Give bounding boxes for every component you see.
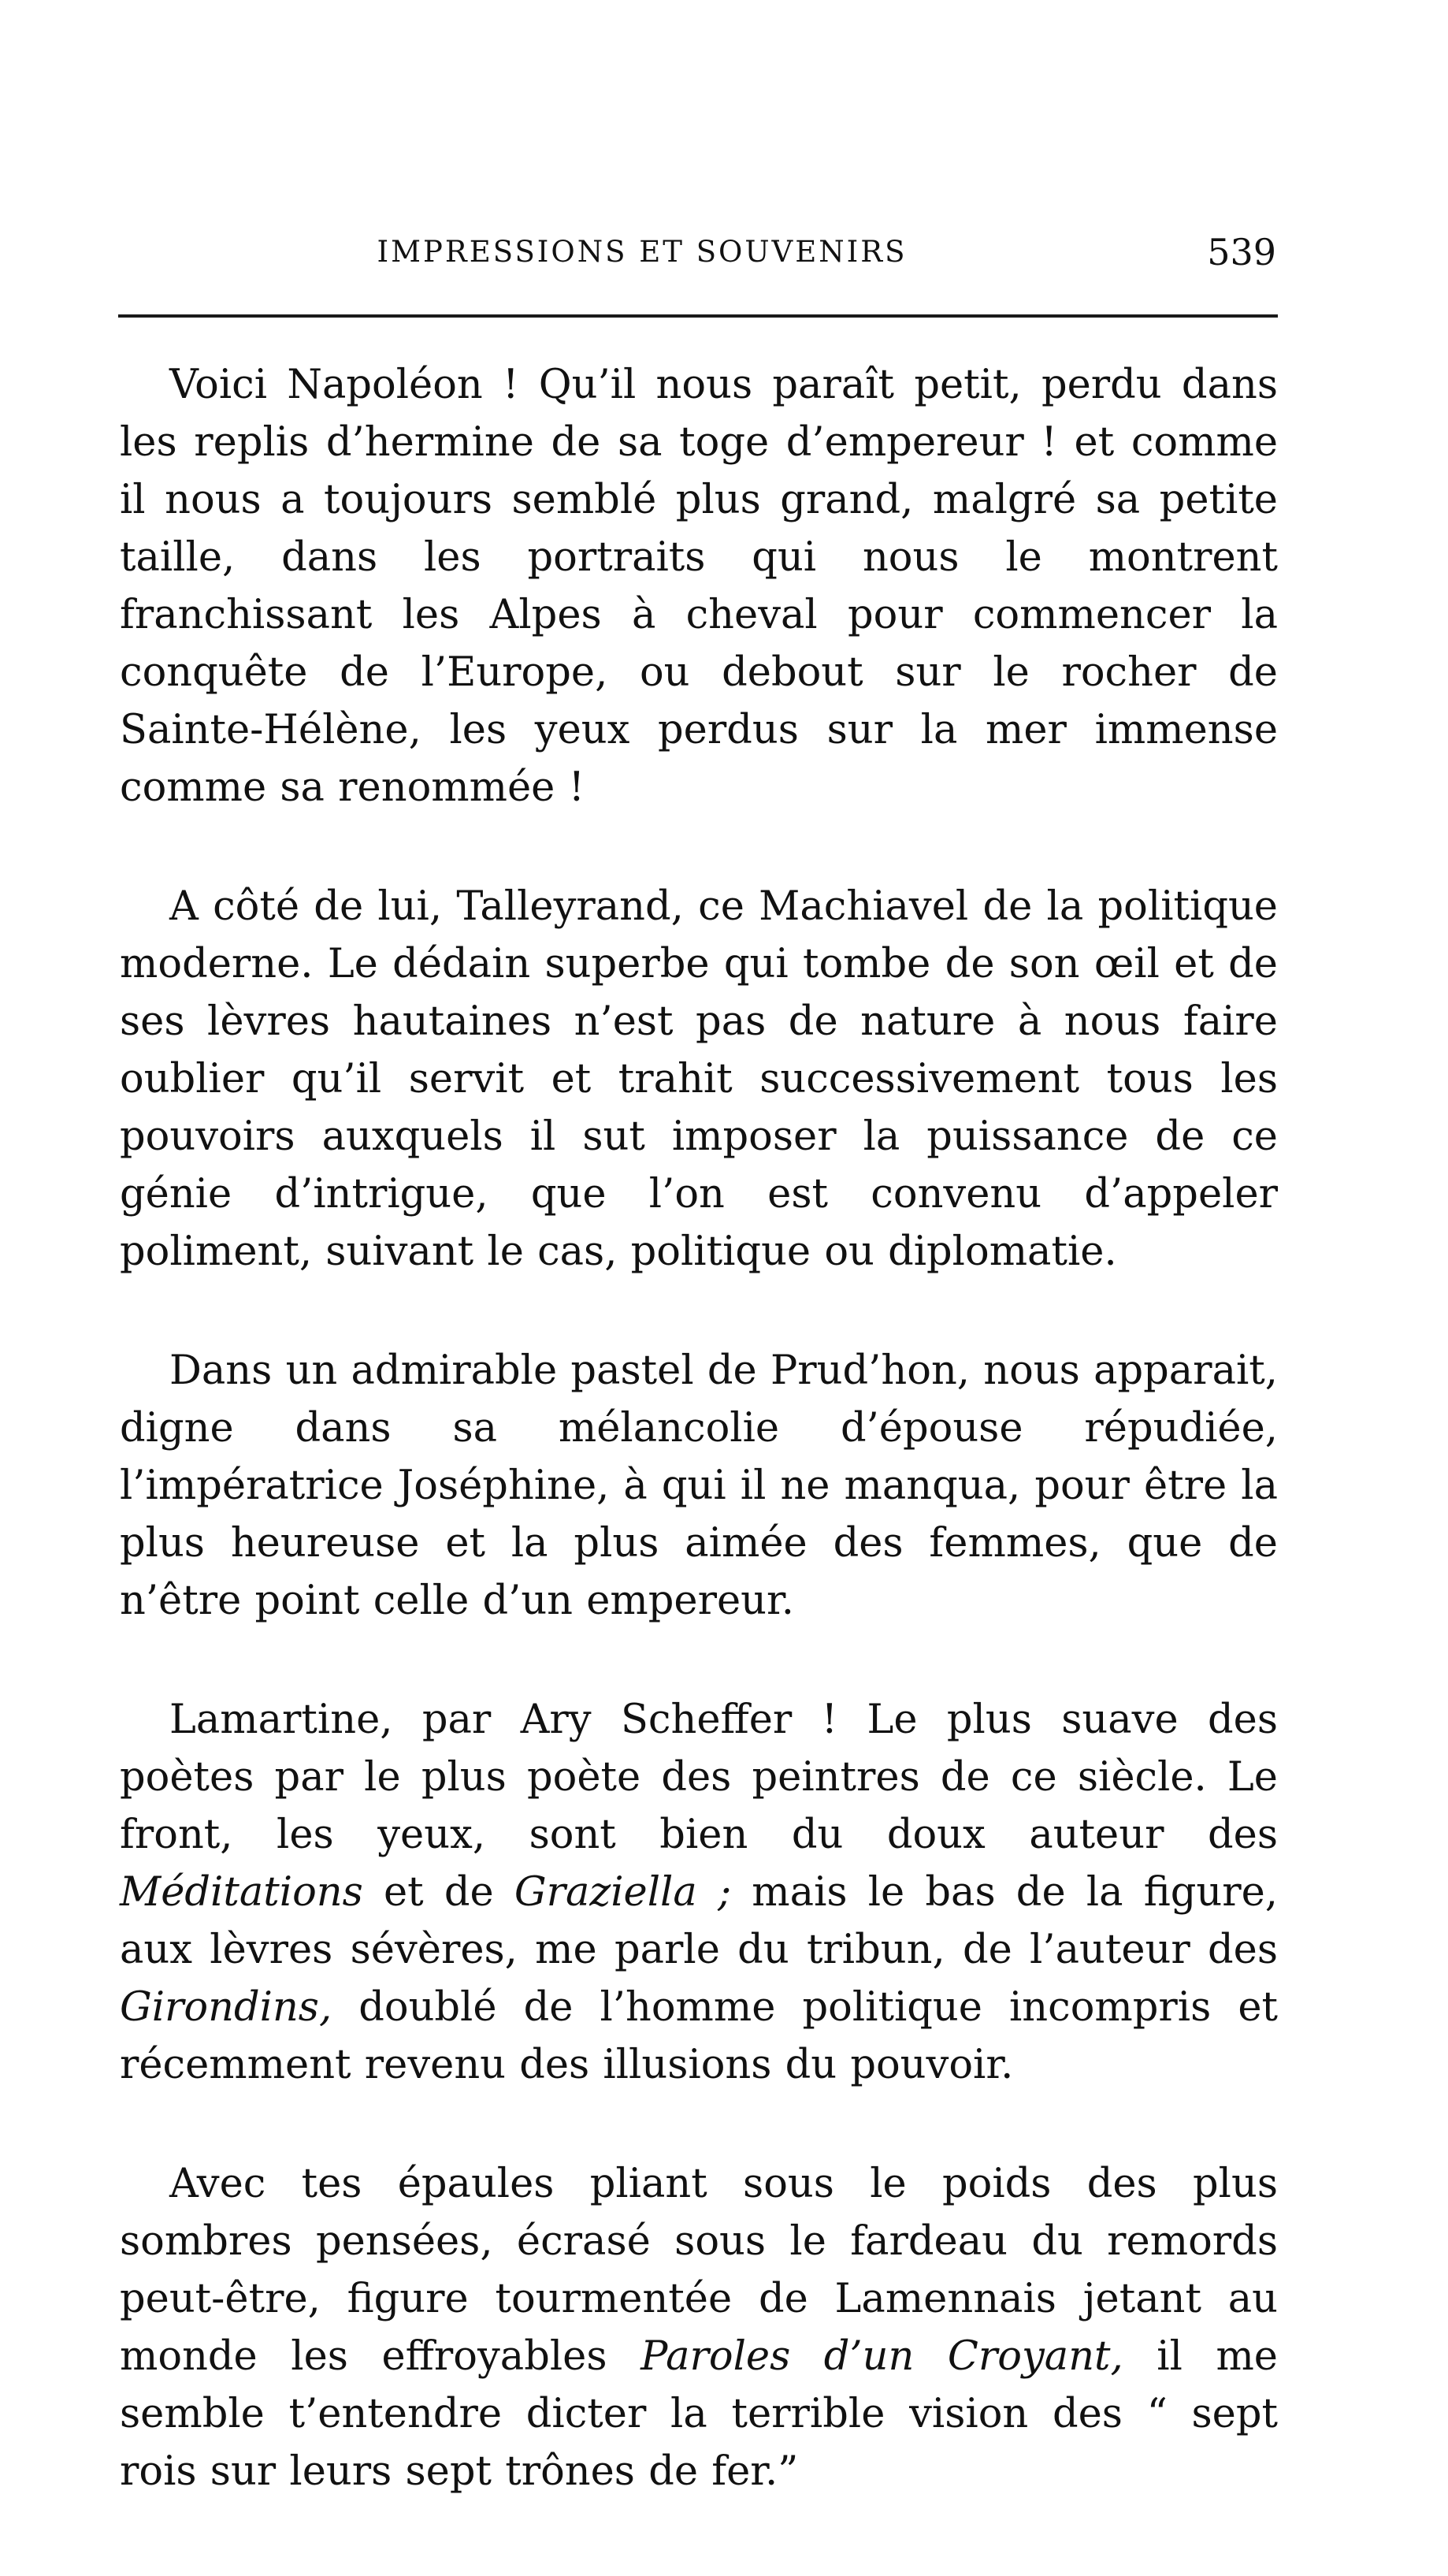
paragraph-text-segment: mais le bas de la figure, aux lèvres sévères, me parle du tribun, de l’auteur des [120, 1869, 1278, 1973]
paragraph-lamartine [120, 1691, 1278, 2094]
running-title: IMPRESSIONS ET SOUVENIRS [377, 235, 908, 269]
paragraph-text-segment: Avec tes épaules pliant sous le poids des plus sombres pensées, écrasé sous le fardeau du remords peut-être, figure tourmentée de Lamennais jetant au monde les effroyables [120, 2161, 1278, 2380]
paragraph-napoleon [120, 356, 1278, 816]
paragraph-text-segment: doublé de l’homme politique incompris et récemment revenu des illusions du pouvoir. [120, 1984, 1278, 2088]
book-title-girondins: Girondins, [120, 1984, 332, 2031]
paragraph-text: Dans un admirable pastel de Prud’hon, nous apparait, digne dans sa mélancolie d’épouse répudiée, l’impératrice Joséphine, à qui il ne manqua, pour être la plus heureuse et la plus aimée des femmes, que de n’être point celle d’un empereur. [120, 1347, 1278, 1624]
book-title-paroles-dun-croyant: Paroles d’un Croyant, [640, 2333, 1123, 2380]
paragraph-text: A côté de lui, Talleyrand, ce Machiavel de la politique moderne. Le dédain superbe qui tombe de son œil et de ses lèvres hautaines n’est pas de nature à nous faire oublier qu’il servit et trahit successivement tous les pouvoirs auxquels il sut imposer la puissance de ce génie d’intrigue, que l’on est convenu d’appeler poliment, suivant le cas, politique ou diplomatie. [120, 883, 1278, 1275]
paragraph-text-segment: Lamartine, par Ary Scheffer ! Le plus suave des poètes par le plus poète des peintres de ce siècle. Le front, les yeux, sont bien du doux auteur des [120, 1697, 1278, 1858]
paragraph-text-segment: il me semble t’entendre dicter la terrible vision des “ sept rois sur leurs sept trônes de fer.” [120, 2333, 1278, 2495]
book-title-meditations: Méditations [120, 1869, 363, 1916]
paragraph-talleyrand [120, 878, 1278, 1281]
body-text [120, 356, 1278, 2562]
paragraph-lamennais [120, 2155, 1278, 2500]
paragraph-josephine [120, 1342, 1278, 1630]
running-head [118, 229, 1276, 276]
page-number: 539 [1207, 231, 1276, 273]
paragraph-text-segment: et de [362, 1869, 514, 1916]
header-rule [118, 314, 1278, 318]
book-title-graziella: Graziella ; [514, 1869, 732, 1916]
paragraph-text: Voici Napoléon ! Qu’il nous paraît petit, perdu dans les replis d’hermine de sa toge d’empereur ! et comme il nous a toujours semblé plus grand, malgré sa petite taille, dans les portraits qui nous le montrent franchissant les Alpes à cheval pour commencer la conquête de l’Europe, ou debout sur le rocher de Sainte-Hélène, les yeux perdus sur la mer immense comme sa renommée ! [120, 362, 1278, 811]
